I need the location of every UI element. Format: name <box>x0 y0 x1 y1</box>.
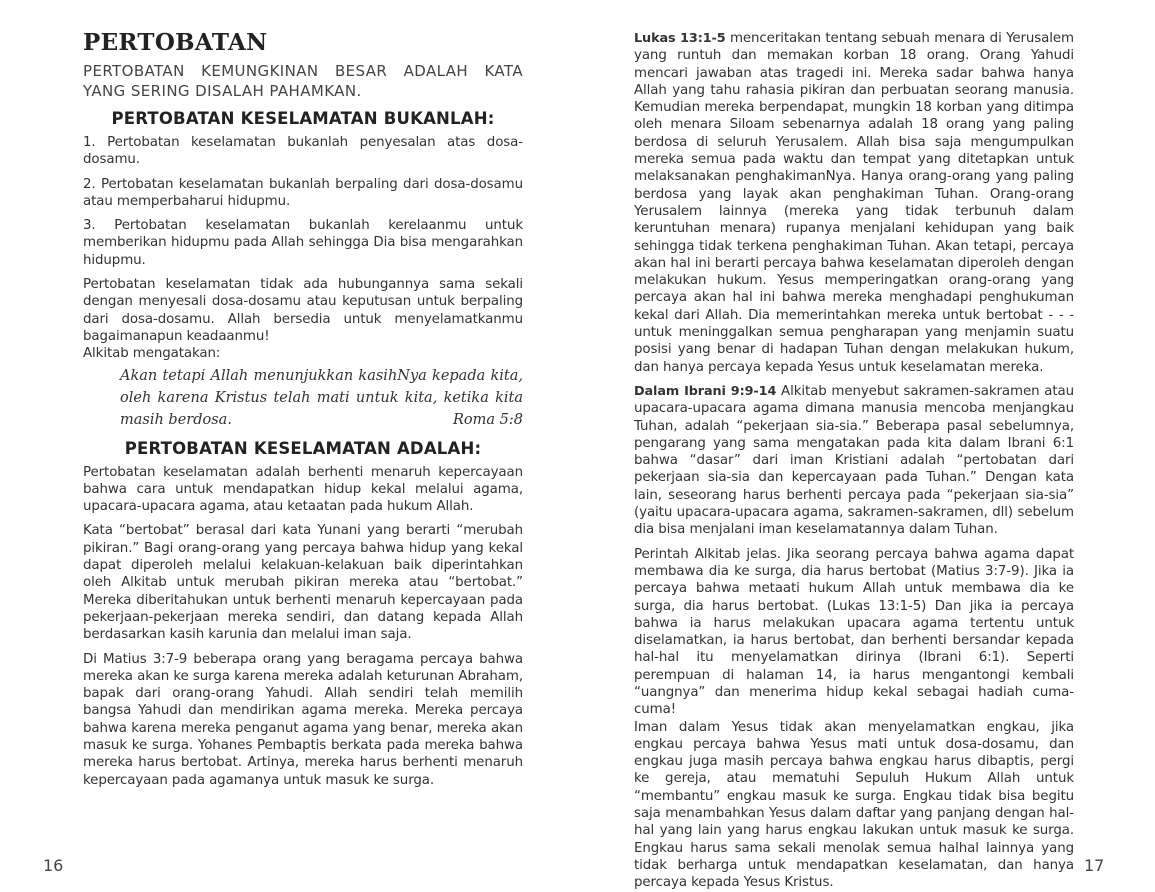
right-page <box>634 30 1074 892</box>
paragraph: Pertobatan keselamatan adalah berhenti menaruh kepercayaan bahwa cara untuk mendapatkan hidup kekal melalui agama, upacara-upacara agama, atau ketaatan pada hukum Allah. <box>83 464 523 515</box>
paragraph: Di Matius 3:7-9 beberapa orang yang beragama percaya bahwa mereka akan ke surga karena mereka adalah keturunan Abraham, bapak dari orang-orang Yahudi. Allah sendiri telah memilih bangsa Yahudi dan mendirikan agama mereka. Mereka percaya bahwa karena mereka penganut agama yang benar, mereka akan masuk ke surga. Yohanes Pembaptis berkata pada mereka bahwa mereka harus bertobat. Artinya, mereka harus berhenti menaruh kepercayaan pada agamanya untuk masuk ke surga. <box>83 651 523 788</box>
scripture-reference: Dalam Ibrani 9:9-14 <box>634 383 777 399</box>
paragraph-intro: Alkitab mengatakan: <box>83 346 221 362</box>
list-item: 3. Pertobatan keselamatan bukanlah kerelaanmu untuk memberikan hidupmu pada Allah sehingga Dia bisa mengarahkan hidupmu. <box>83 218 523 268</box>
page-number-right: 17 <box>1084 856 1105 875</box>
paragraph <box>634 30 1074 376</box>
paragraph-text: Alkitab menyebut sakramen-sakramen atau upacara-upacara agama dimana manusia mencoba menjangkau Tuhan, adalah “pekerjaan sia-sia.” Beberapa pasal sebelumnya, pengarang yang sama mengatakan pada kita dalam Ibrani 6:1 bahwa “dasar” dari iman Kristiani adalah “pertobatan dari pekerjaan sia-sia dan kepercayaan pada Tuhan.” Dengan kata lain, seseorang harus berhenti percaya pada “pekerjaan sia-sia” (yaitu upacara-upacara agama, sakramen-sakramen, dll) sebelum dia bisa menjalani iman keselamatannya dalam Tuhan. <box>634 383 1074 538</box>
paragraph <box>634 383 1074 539</box>
quote-text: Akan tetapi Allah menunjukkan kasihNya kepada kita, oleh karena Kristus telah mati untuk kita, ketika kita masih berdosa. <box>120 367 523 428</box>
left-page <box>83 28 523 789</box>
paragraph: Perintah Alkitab jelas. Jika seorang percaya bahwa agama dapat membawa dia ke surga, dia harus bertobat (Matius 3:7-9). Jika ia percaya bahwa metaati hukum Allah untuk membawa dia ke surga, dia harus bertobat. (Lukas 13:1-5) Dan jika ia percaya bahwa ia harus melakukan upacara agama tertentu untuk diselamatkan, ia harus bertobat, dan berhenti bersandar kepada hal-hal itu menyelamatkan dirinya (Ibrani 6:1). Seperti perempuan di halaman 14, ia harus mengantongi kembali “uangnya” dan menerima hidup kekal sebagai hadiah cuma-cuma! <box>634 546 1074 718</box>
paragraph-text: menceritakan tentang sebuah menara di Yerusalem yang runtuh dan memakan korban 18 orang. Orang Yahudi mencari jawaban atas tragedi ini. Mereka sadar bahwa hanya Allah yang tahu rahasia pikiran dan perbuatan seorang manusia. Kemudian mereka berpendapat, mungkin 18 korban yang ditimpa oleh menara Siloam sebenarnya adalah 18 orang yang paling berdosa di seluruh Yerusalem. Allah bisa saja mengumpulkan mereka semua pada waktu dan tempat yang ditetapkan untuk melaksanakan penghakimanNya. Hanya orang-orang yang paling berdosa yang layak akan penghakiman Tuhan. Orang-orang Yerusalem lainnya (mereka yang tidak terbunuh dalam keruntuhan menara) rupanya menjalani kehidupan yang baik sehingga tidak terkena penghakiman Tuhan. Akan tetapi, percaya akan hal ini berarti percaya bahwa keselamatan diperoleh dengan melakukan hukum. Yesus memperingatkan orang-orang yang percaya akan hal ini bahwa mereka menghadapi penghukuman kekal dari Allah. Dia memerintahkan mereka untuk bertobat - - - untuk meninggalkan semua pengharapan yang menjamin suatu posisi yang benar di hadapan Tuhan dengan melakukan hukum, dan hanya percaya kepada Yesus untuk keselamatan mereka. <box>634 31 1074 375</box>
paragraph: Iman dalam Yesus tidak akan menyelamatkan engkau, jika engkau percaya bahwa Yesus mati untuk dosa-dosamu, dan engkau juga masih percaya bahwa engkau harus dibaptis, pergi ke gereja, atau mematuhi Sepuluh Hukum Allah untuk “membantu” engkau masuk ke surga. Engkau tidak bisa begitu saja menambahkan Yesus dalam daftar yang panjang dengan hal-hal yang lain yang harus engkau lakukan untuk masuk ke surga. Engkau harus sama sekali menolak semua halhal lainnya yang tidak berharga untuk mendapatkan keselamatan, dan hanya percaya kepada Yesus Kristus. <box>634 719 1074 891</box>
page-subtitle: PERTOBATAN KEMUNGKINAN BESAR ADALAH KATA YANG SERING DISALAH PAHAMKAN. <box>83 62 523 100</box>
list-item: 2. Pertobatan keselamatan bukanlah berpaling dari dosa-dosamu atau memperbaharui hidupmu. <box>83 176 523 209</box>
page-title: PERTOBATAN <box>83 29 268 56</box>
list-item: 1. Pertobatan keselamatan bukanlah penyesalan atas dosa-dosamu. <box>83 135 523 168</box>
section-heading-not: PERTOBATAN KESELAMATAN BUKANLAH: <box>111 109 495 128</box>
section-heading-is: PERTOBATAN KESELAMATAN ADALAH: <box>124 438 482 458</box>
paragraph: Kata “bertobat” berasal dari kata Yunani yang berarti “merubah pikiran.” Bagi orang-orang yang percaya bahwa hidup yang kekal dapat diperoleh melalui kelakuan-kelakuan baik diperintahkan oleh Alkitab untuk merubah pikiran mereka atau “bertobat.” Mereka diberitahukan untuk berhenti menaruh kepercayaan pada pekerjaan-pekerjaan mereka sendiri, dan datang kepada Allah berdasarkan kasih karunia dan melalui iman saja. <box>83 523 523 643</box>
page-number-left: 16 <box>43 856 64 875</box>
scripture-quote <box>120 365 523 431</box>
paragraph: Pertobatan keselamatan tidak ada hubungannya sama sekali dengan menyesali dosa-dosamu atau keputusan untuk berpaling dari dosa-dosamu. Allah bersedia untuk menyelamatkanmu bagaimanapun keadaanmu! <box>83 277 523 344</box>
scripture-reference: Lukas 13:1-5 <box>634 31 726 46</box>
quote-reference: Roma 5:8 <box>453 411 523 428</box>
